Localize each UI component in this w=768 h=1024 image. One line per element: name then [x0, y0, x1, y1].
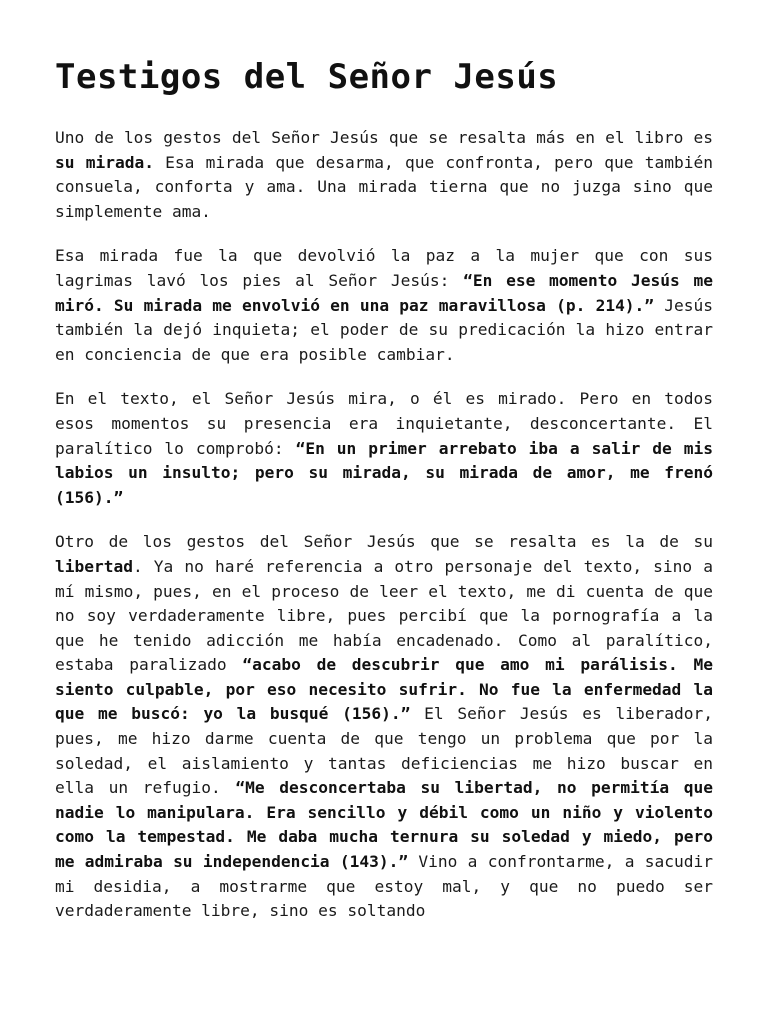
paragraph: [55, 530, 713, 924]
paragraph-text: Esa mirada que desarma, que confronta, pero que también consuela, conforta y ama. Una mirada tierna que no juzga sino que simplemente ama.: [55, 152, 713, 221]
document-page: [55, 52, 713, 944]
emphasized-text: su mirada.: [55, 152, 154, 172]
emphasized-text: libertad: [55, 556, 133, 576]
paragraph: [55, 244, 713, 367]
paragraph: [55, 387, 713, 510]
paragraph-text: Vino a confrontarme, a sacudir mi desidia, a mostrarme que estoy mal, y que no puedo ser verdaderamente libre, sino es soltando: [55, 852, 713, 921]
paragraph-text: . Ya no haré referencia a otro personaje del texto, sino a mí mismo, pues, en el proceso de leer el texto, me di cuenta de que no soy verdaderamente libre, pues percibí que la pornografía a la que he tenido adicción me había encadenado. Como al paralítico, estaba paralizado: [55, 556, 713, 675]
emphasized-text: “En un primer arrebato iba a salir de mis labios un insulto; pero su mirada, su mirada de amor, me frenó (156).”: [55, 438, 713, 507]
emphasized-text: “Me desconcertaba su libertad, no permitía que nadie lo manipulara. Era sencillo y débil como un niño y violento como la tempestad. Me daba mucha ternura su soledad y miedo, pero me admiraba su independencia (143).”: [55, 778, 713, 872]
paragraph-text: El Señor Jesús es liberador, pues, me hizo darme cuenta de que tengo un problema que por la soledad, el aislamiento y tantas deficiencias me hizo buscar en ella un refugio.: [55, 704, 713, 798]
paragraph: [55, 126, 713, 224]
paragraph-text: Jesús también la dejó inquieta; el poder de su predicación la hizo entrar en conciencia de que era posible cambiar.: [55, 295, 713, 364]
article-body: [55, 126, 713, 924]
emphasized-text: “acabo de descubrir que amo mi parálisis. Me siento culpable, por eso necesito sufrir. No fue la enfermedad la que me buscó: yo la busqué (156).”: [55, 655, 713, 724]
page-title: Testigos del Señor Jesús: [55, 57, 559, 97]
paragraph-text: Otro de los gestos del Señor Jesús que se resalta es la de su: [55, 532, 713, 552]
emphasized-text: “En ese momento Jesús me miró. Su mirada me envolvió en una paz maravillosa (p. 214).”: [55, 270, 713, 315]
paragraph-text: En el texto, el Señor Jesús mira, o él es mirado. Pero en todos esos momentos su presencia era inquietante, desconcertante. El paralítico lo comprobó:: [55, 389, 713, 458]
paragraph-text: Esa mirada fue la que devolvió la paz a la mujer que con sus lagrimas lavó los pies al Señor Jesús:: [55, 246, 713, 290]
paragraph-text: Uno de los gestos del Señor Jesús que se resalta más en el libro es: [55, 128, 713, 147]
